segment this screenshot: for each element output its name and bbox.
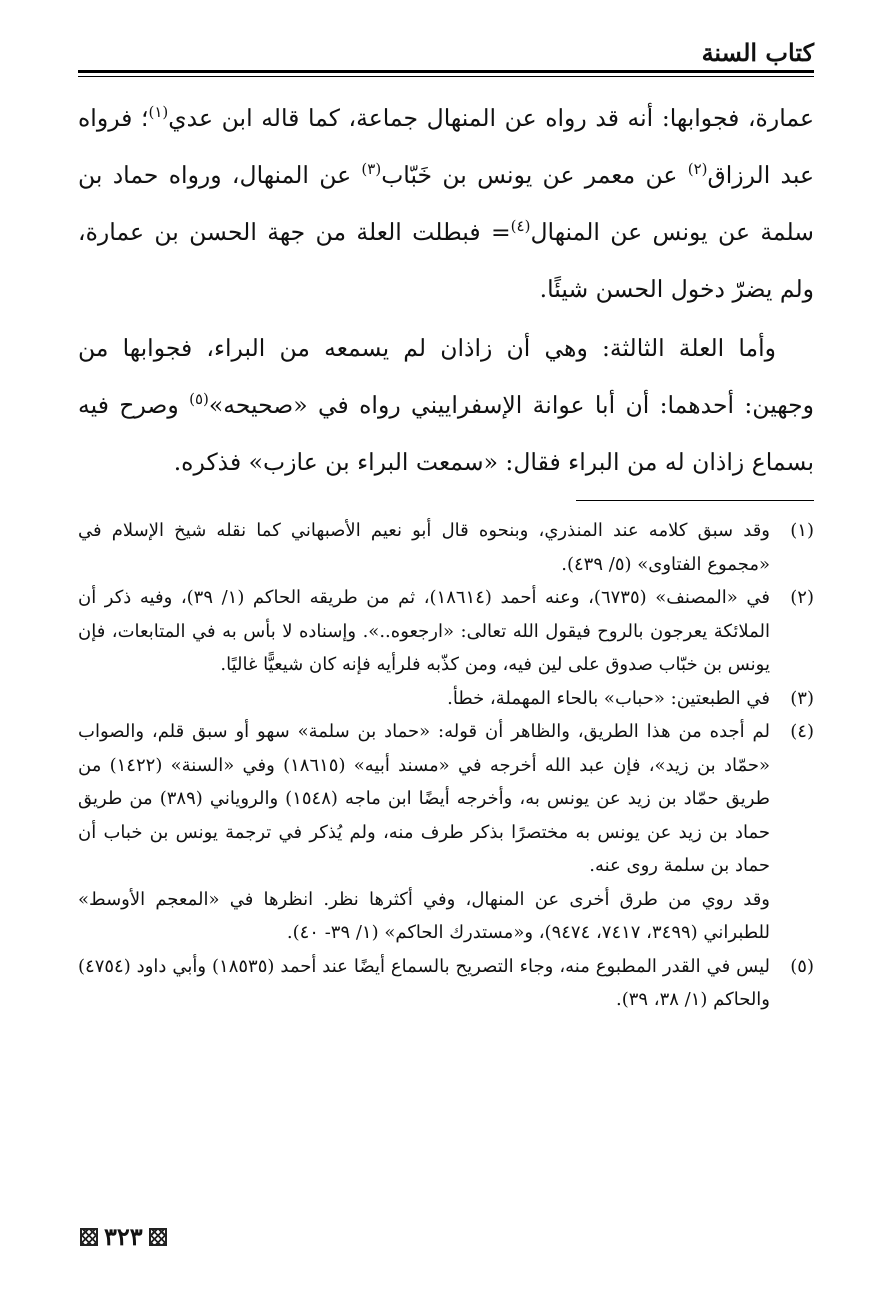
footnote [78,514,814,581]
footnote-body [78,581,770,682]
footnote-separator [576,500,814,501]
text-segment: عن معمر عن يونس بن خَبّاب [381,161,688,189]
text-segment: وأما العلة الثالثة: وهي أن زاذان لم يسمعه من البراء، فجوابها من وجهين: أحدهما: أن أبا عوانة الإسفراييني رواه في «صحيحه» [78,334,814,419]
footnote-number: (٥) [790,955,814,977]
text-segment: عن المنهال، ورواه حماد بن سلمة عن يونس عن المنهال [78,161,814,246]
ornament-icon [80,1228,98,1246]
footnote-reference: (٥) [189,390,209,409]
footnote-reference: (٢) [687,160,708,179]
footnote-text: في «المصنف» (٦٧٣٥)، وعنه أحمد (١٨٦١٤)، ثم من طريقه الحاكم (١/ ٣٩)، وفيه ذكر أن الملائكة يعرجون بالروح فيقول الله تعالى: «ارجعوه..». وإسناده لا بأس به في المتابعات، فإن يونس بن خبّاب صدوق على لين فيه، ومن كذّبه فلرأيه فإنه كان شيعيًّا غاليًا. [78,587,770,675]
footnote [78,682,814,716]
footnote-number: (٤) [790,721,814,742]
footnote-text: وقد سبق كلامه عند المنذري، وبنحوه قال أبو نعيم الأصبهاني كما نقله شيخ الإسلام في «مجموع الفتاوى» (٥/ ٤٣٩). [78,520,770,575]
text-segment: وصرح فيه بسماع زاذان له من البراء فقال: «سمعت البراء بن عازب» فذكره. [78,391,814,476]
footnote-text: وقد روي من طرق أخرى عن المنهال، وفي أكثرها نظر. انظرها في «المعجم الأوسط» للطبراني (٣٤٩٩، ٧٤١٧، ٩٤٧٤)، و«مستدرك الحاكم» (١/ ٣٩- ٤٠). [78,888,770,943]
page-number: ٣٢٣ [104,1222,143,1251]
main-text [78,90,814,491]
page-number-block [80,1222,167,1252]
footnote [78,950,814,1017]
footnote-text: في الطبعتين: «حباب» بالحاء المهملة، خطأ. [447,687,770,709]
footnote-reference: (٤) [510,217,531,236]
header-rule-thick [78,70,814,73]
footnotes [78,514,814,1017]
footnote-number: (١) [790,520,814,541]
footnote-text: ليس في القدر المطبوع منه، وجاء التصريح بالسماع أيضًا عند أحمد (١٨٥٣٥) وأبي داود (٤٧٥٤) والحاكم (١/ ٣٨، ٣٩). [78,955,770,1010]
footnote-number: (٢) [790,587,814,608]
ornament-icon [149,1228,167,1246]
text-segment: = فبطلت العلة من جهة الحسن بن عمارة، ولم يضرّ دخول الحسن شيئًا. [78,218,814,303]
footnote [78,581,814,682]
footnote [78,715,814,950]
text-segment: عمارة، فجوابها: أنه قد رواه عن المنهال جماعة، كما قاله ابن عدي [168,104,814,132]
footnote-number: (٣) [790,687,814,709]
running-header [78,36,814,70]
footnote-body [78,682,770,716]
header-rule-thin [78,76,814,77]
body-paragraph [78,320,814,491]
footnote-body [78,715,770,950]
page-title: كتاب السنة [701,38,814,67]
text-segment: ؛ فرواه عبد الرزاق [78,104,814,189]
footnote-text: لم أجده من هذا الطريق، والظاهر أن قوله: «حماد بن سلمة» سهو أو سبق قلم، والصواب «حمّاد بن زيد»، فإن عبد الله أخرجه في «مسند أبيه» (١٨٦١٥) وفي «السنة» (١٤٢٢) من طريق حمّاد بن زيد عن يونس به، وأخرجه أيضًا ابن ماجه (١٥٤٨) والروياني (٣٨٩) من طريق حماد بن زيد عن يونس به مختصرًا بذكر طرف منه، ولم يُذكر في ترجمة يونس بن خباب أن حماد بن سلمة روى عنه. [78,721,771,876]
body-paragraph [78,90,814,318]
footnote-body [78,514,770,581]
footnote-body [78,950,770,1017]
footnote-reference: (٣) [361,160,382,179]
footnote-reference: (١) [148,103,169,122]
